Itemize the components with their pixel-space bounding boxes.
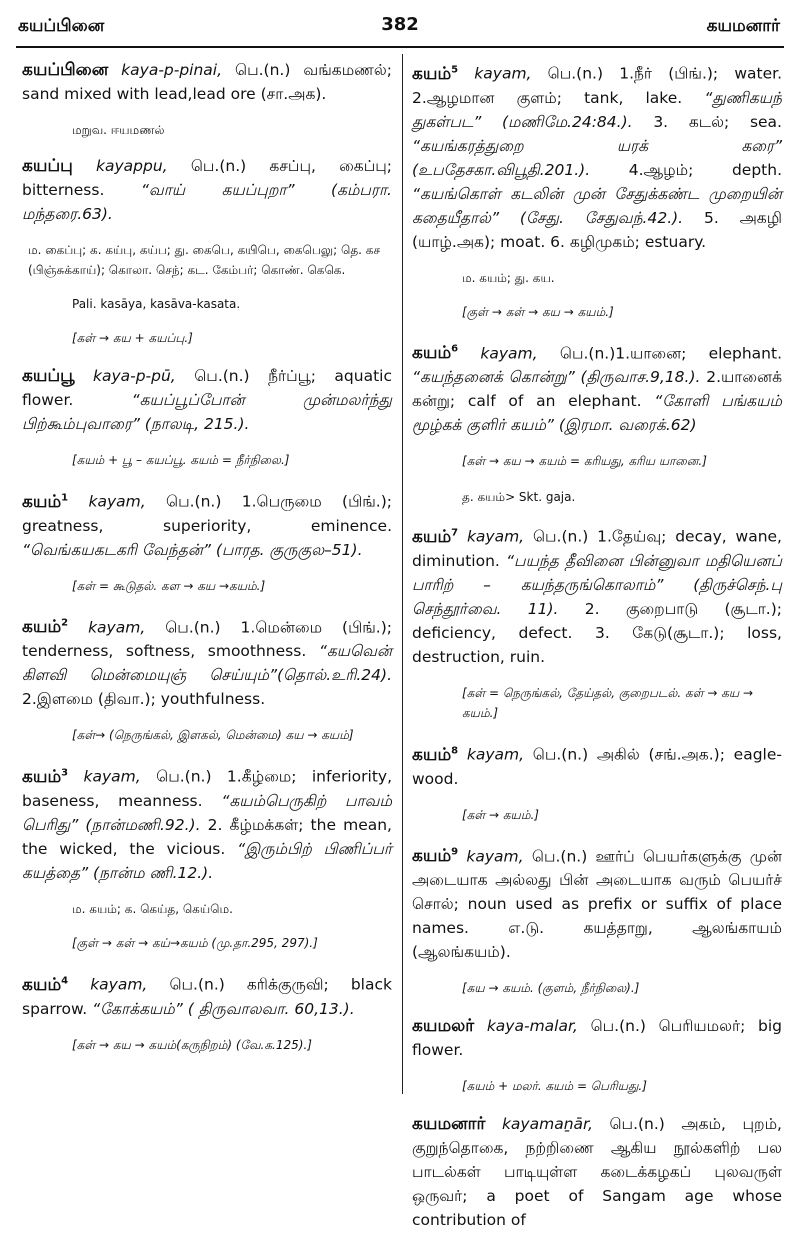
headword: கயம்$^1$: [22, 491, 69, 512]
cognates-note: ம. கயம்; து. கய.: [462, 270, 555, 285]
headword: கயம்$^5$: [412, 63, 459, 84]
entry-kayam-8: [412, 739, 782, 791]
definition-continued: 3. கடல்; sea.: [653, 112, 782, 131]
definition-continued: 4.ஆழம்; depth.: [628, 160, 782, 179]
synonym-note: மறுவ. ஈயமணல்: [72, 123, 165, 137]
etymology-bracket: [குள் → கள் → கய்→கயம் (மு.தா.295, 297).]: [72, 935, 318, 950]
homonym-number: 1: [61, 492, 69, 503]
definition-continued: 2. கீழ்மக்கள்; the mean, the wicked, the vicious.: [22, 815, 392, 858]
entry-kayappu-flower: [22, 364, 392, 436]
headword: கயப்பினை: [22, 60, 109, 80]
transliteration: kayam,: [480, 344, 538, 363]
headword: கயம்$^6$: [412, 343, 459, 364]
headword: கயம்$^3$: [22, 766, 69, 787]
transliteration: kayam,: [88, 492, 146, 511]
cognates-note: த. கயம்> Skt. gaja.: [462, 490, 576, 505]
homonym-number: 2: [61, 617, 69, 629]
quotation: “கயவென் கிளவி மென்மையுஞ் செய்யும்”(தொல்.உரி.24).: [22, 642, 392, 685]
transliteration: kayam,: [474, 64, 532, 83]
etymology-bracket: [கள் → கயம்.]: [462, 807, 539, 822]
definition-continued: 2.இளமை (திவா.); youthfulness.: [22, 690, 266, 709]
entry-kayam-2: [22, 612, 392, 712]
quotation: “வாய் கயப்புறா” (கம்பரா. மந்தரை.63).: [22, 181, 392, 223]
left-column: [22, 58, 392, 1071]
homonym-number: 9: [451, 846, 459, 858]
definition: பெ.(n.) அகம், புறம், குறுந்தொகை, நற்றிணை ஆகிய நூல்களிற் பல பாடல்கள் பாடியுள்ள கடைக்கழகப் புலவருள் ஒருவர்; a poet of Sangam age whose contribution of: [412, 1115, 782, 1230]
transliteration: kaya-malar,: [486, 1017, 578, 1036]
entry-kayappu: [22, 154, 392, 226]
etymology-bracket: [கள் = கூடுதல். கள → கய →கயம்.]: [72, 578, 266, 593]
definition: பெ.(n.) 1.கீழ்மை; inferiority, baseness, meanness.: [22, 767, 392, 810]
definition: பெ.(n.) 1.தேய்வு; decay, wane, diminution.: [412, 527, 782, 570]
entry-kayamanar: [412, 1112, 782, 1232]
header-left-guideword: கயப்பினை: [18, 16, 105, 36]
etymology-bracket: [கள் = நெருங்கல், தேய்தல், குறைபடல். கள் → கய → கயம்.]: [462, 685, 754, 720]
transliteration: kayam,: [88, 618, 146, 637]
definition-continued: 5. அகழி (யாழ்.அக); moat. 6. கழிமுகம்; estuary.: [412, 208, 782, 251]
definition: பெ.(n.)1.யானை; elephant.: [559, 344, 782, 363]
entry-kayam-3: [22, 761, 392, 885]
column-divider: [402, 54, 403, 1094]
entry-kayam-6: [412, 338, 782, 438]
pali-note: Pali. kasāya, kasāva-kasata.: [72, 297, 241, 311]
cognates-note: ம. கைப்பு; க. கய்பு, கய்ப; து. கைபெ, கயிபெ, கைபெலு; தெ. கச (பிஞ்சுக்காய்); கொலா. செந்; கட. கேம்பர்; கொண். கெகெ.: [28, 243, 381, 277]
transliteration: kayam,: [466, 745, 525, 764]
etymology-bracket: [கயம் + மலர். கயம் = பெரியது.]: [462, 1079, 647, 1094]
transliteration: kayam,: [83, 767, 141, 786]
headword: கயம்$^7$: [412, 526, 459, 547]
quotation: “கயந்தனைக் கொன்று” (திருவாச.9,18.).: [412, 368, 701, 387]
homonym-number: 8: [451, 744, 459, 756]
transliteration: kayam,: [466, 527, 525, 546]
right-column: [412, 58, 782, 1246]
definition: பெ.(n.) அகில் (சங்.அக.); eagle-wood.: [412, 745, 782, 788]
headword: கயம்$^9$: [412, 846, 459, 867]
entry-kayam-7: [412, 521, 782, 669]
quotation: “கோளி பங்கயம் மூழ்கக் குளிர் கயம்” (இரமா. வரைக்.62): [412, 392, 782, 435]
headword: கயம்$^2$: [22, 617, 69, 638]
cognates-note: ம. கயம்; க. கெய்த, கெய்மெ.: [72, 901, 233, 916]
page-header: [0, 0, 800, 52]
definition-continued: 2. குறைபாடு (சூடா.); deficiency, defect. 3. கேடு(சூடா.); loss, destruction, ruin.: [412, 599, 782, 666]
definition: பெ.(n.) பெரியமலர்; big flower.: [412, 1017, 782, 1060]
quotation: “இரும்பிற் பிணிப்பர் கயத்தை” (நான்ம ணி.12.).: [22, 839, 393, 882]
etymology-bracket: [கள்→ (நெருங்கல், இளகல், மென்மை) கய → கயம்]: [72, 728, 354, 743]
transliteration: kayam,: [90, 975, 148, 994]
homonym-number: 3: [61, 767, 69, 779]
entry-kayamalar: [412, 1014, 782, 1062]
transliteration: kayam,: [466, 847, 524, 866]
homonym-number: 7: [451, 527, 459, 539]
etymology-bracket: [கள் → கய → கயம்(கருநிறம்) (வே.க.125).]: [72, 1037, 312, 1052]
entry-kayam-9: [412, 841, 782, 965]
definition: பெ.(n.) ஊர்ப் பெயர்களுக்கு முன் அடையாக அல்லது பின் அடையாக வரும் பெயர்ச் சொல்; noun used as prefix or suffix of place names. எ.டு. கயத்தாறு, ஆலங்காயம் (ஆலங்கயம்).: [412, 847, 782, 962]
definition: பெ.(n.) 1.பெருமை (பிங்.); greatness, superiority, eminence.: [22, 492, 392, 535]
transliteration: kayamaṉār,: [501, 1115, 593, 1134]
quotation: “வெங்கயகடகரி வேந்தன்” (பாரத. குருகுல–51).: [22, 540, 363, 559]
transliteration: kaya-p-pinai,: [121, 61, 223, 79]
quotation: “கயப்பூப்போன் முன்மலர்ந்து பிற்கூம்புவாரை” (நாலடி, 215.).: [22, 391, 392, 433]
quotation: “கோக்கயம்” ( திருவாலவா. 60,13.).: [92, 999, 355, 1018]
entry-kayappinai: [22, 58, 392, 106]
etymology-bracket: [கள் → கய + கயப்பு.]: [72, 331, 193, 345]
headword: கயமலர்: [412, 1016, 475, 1037]
headword: கயப்பூ: [22, 366, 75, 386]
quotation: “பயந்த தீவினை பின்னுவா மதியெனப் பாரிற் – கயந்தருங்கொலாம்” (திருச்செந்.பு செந்தூர்வை. 11).: [412, 551, 783, 618]
headword: கயம்$^8$: [412, 744, 459, 765]
headword: கயப்பு: [22, 156, 73, 176]
definition: பெ.(n.) 1.மென்மை (பிங்.); tenderness, softness, smoothness.: [22, 618, 392, 661]
etymology-bracket: [கய → கயம். (குளம், நீர்நிலை).]: [462, 981, 640, 996]
quotation: “துணிகயந் துகள்பட” (மணிமே.24:84.).: [412, 88, 782, 131]
definition: பெ.(n.) 1.நீர் (பிங்.); water. 2.ஆழமான குளம்; tank, lake.: [412, 64, 782, 107]
header-rule: [16, 46, 784, 48]
homonym-number: 6: [451, 343, 459, 355]
transliteration: kaya-p-pū,: [92, 367, 176, 385]
entry-kayam-1: [22, 486, 392, 562]
etymology-bracket: [கள் → கய → கயம் = கரியது, கரிய யானை.]: [462, 454, 707, 469]
definition: பெ.(n.) நீர்ப்பூ; aquatic flower.: [22, 367, 392, 409]
homonym-number: 5: [451, 64, 459, 75]
header-right-guideword: கயமனார்: [706, 16, 780, 36]
etymology-bracket: [குள் → கள் → கய → கயம்.]: [462, 304, 614, 319]
page-number: 382: [381, 14, 419, 35]
headword: கயம்$^4$: [22, 974, 69, 995]
definition: பெ.(n.) கசப்பு, கைப்பு; bitterness.: [22, 157, 392, 199]
entry-kayam-5: [412, 58, 782, 254]
homonym-number: 4: [61, 974, 69, 986]
entry-kayam-4: [22, 969, 392, 1021]
transliteration: kayappu,: [96, 157, 168, 175]
definition-continued: 2.யானைக் கன்று; calf of an elephant.: [412, 368, 782, 411]
etymology-bracket: [கயம் + பூ – கயப்பூ. கயம் = நீர்நிலை.]: [72, 453, 290, 467]
definition: பெ.(n.) வங்கமணல்; sand mixed with lead,lead ore (சா.அக).: [22, 61, 392, 103]
headword: கயமனார்: [412, 1114, 486, 1135]
definition: பெ.(n.) கரிக்குருவி; black sparrow.: [22, 975, 392, 1018]
quotation: “கயம்பெருகிற் பாவம் பெரிது” (நான்மணி.92.).: [22, 791, 392, 834]
quotation: “கயங்கொள் கடலின் முன் சேதுக்கண்ட முறையின் கதையீதால்” (சேது. சேதுவந்.42.).: [412, 184, 782, 227]
quotation: “கயங்கரத்துறை யரக் கரை” (உபதேசகா.விபூதி.201.).: [412, 136, 782, 179]
